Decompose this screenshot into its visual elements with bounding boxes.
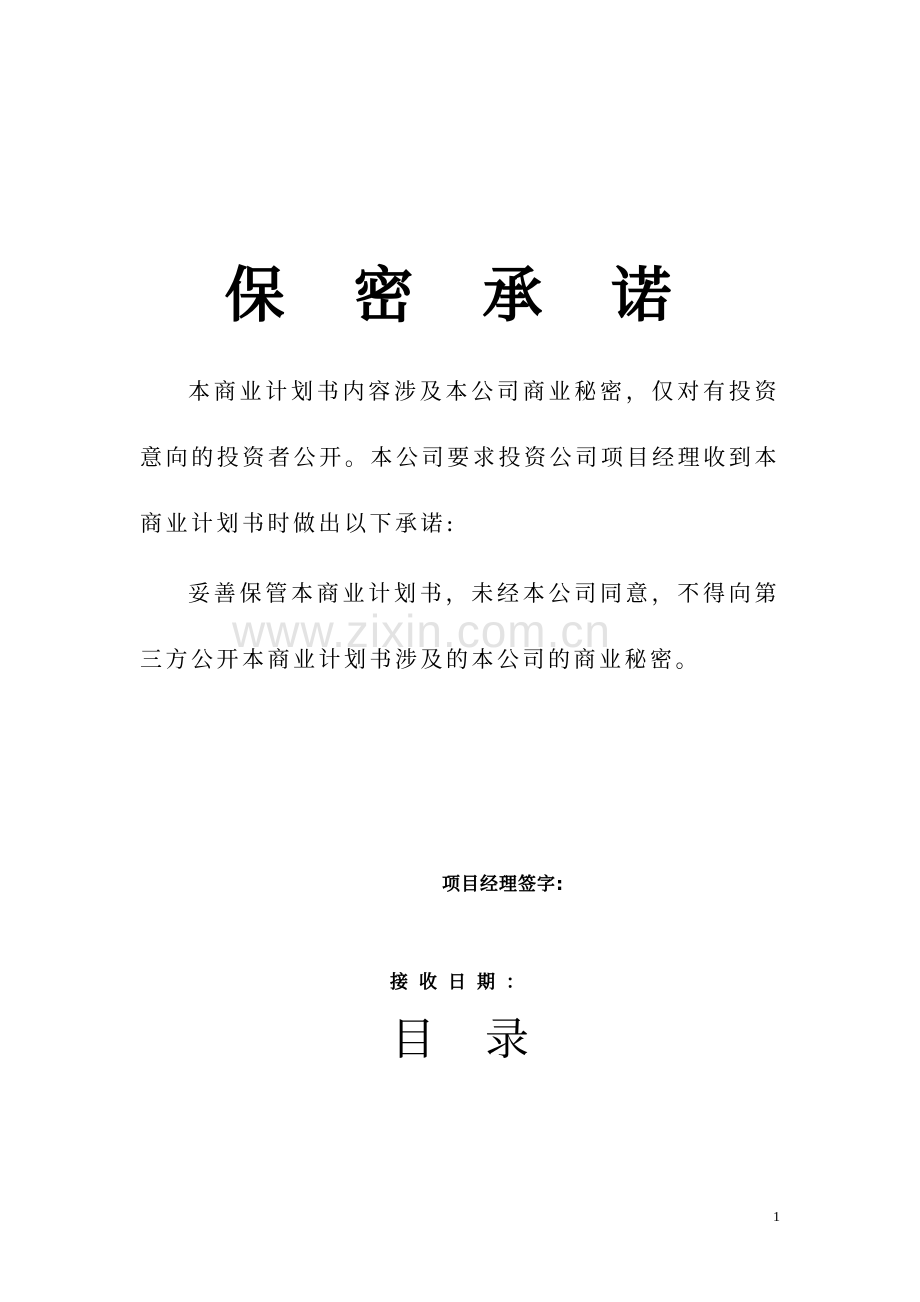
confidentiality-paragraph: 本商业计划书内容涉及本公司商业秘密，仅对有投资意向的投资者公开。本公司要求投资公司项目经理收到本商业计划书时做出以下承诺:: [140, 380, 780, 537]
page-number: 1: [773, 1210, 780, 1225]
document-title: 保 密 承 诺: [224, 261, 696, 331]
watermark: www.zixin.com.cn: [232, 605, 611, 657]
table-of-contents-heading: 目录: [391, 1014, 579, 1065]
receipt-date-label: 接收日期：: [390, 972, 535, 993]
commitment-paragraph: 妥善保管本商业计划书，未经本公司同意，不得向第三方公开本商业计划书涉及的本公司的商业秘密。: [140, 582, 780, 673]
signature-label: 项目经理签字:: [442, 874, 565, 895]
